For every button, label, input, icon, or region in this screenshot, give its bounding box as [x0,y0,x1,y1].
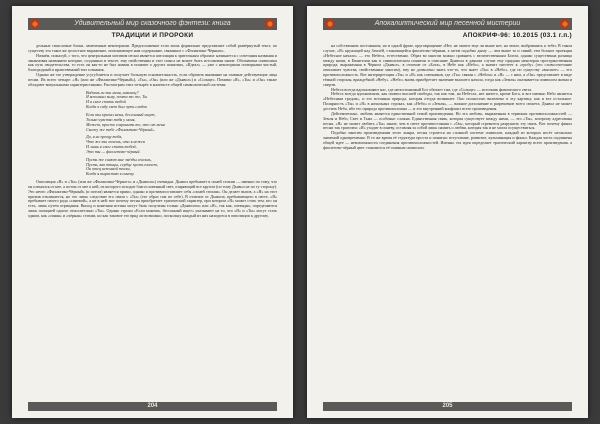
poem-line: Может, просто сохранить то, что от меня [86,121,165,127]
paragraph: Небеса всегда вдохновляли, как символ высшей свободы, так как там, на Небесах, нет ничего, кроме Бога, и вот именно Небо является «Небесным градом», и это истинная природа, которая оттуда возникает. Оно полностью включено в эту картину, как и все остальное. Полярность «Ты» и «Я» в начальных строках, как «Небо» и «Земля», — важное дополнение и разрешение всего сюжета. Дьявол не может достичь Неба, ибо его природа противоположна — и это внутренний конфликт всего произведения. [323,91,572,111]
poem-line: Видишь ли ты меня, наконец? [86,89,139,95]
poem-line: Да, я не прощу тебя, [86,134,123,140]
right-page-number: 205 [323,402,572,411]
paragraph: Оппозиция «Я» и «Ты» (или же «Филактико-Чёрного» и «Дьявола») очевидна. Дьявол пребывает в синей стихии — именно по тому, что он пленился от нее, а потом от нее к ней, из которого исходит благословенный свет, озаряющий все кругом (по тому Дьявол не по ту сторону). Это нечто «Филактико-Чёрный» (и потом) является прямо, однако и противопоставляет себя «синей стихии». Он делает вызов, а «Я» на этот призыв откликается, но это лишь следствие его связи с «Ты» (это образ сам по себе). В отличие от Дьявола, пребывающего в свете, «Я» пребывает своего рода «синевой», а не в ней: вот почему песня приобретает трагический характер, при котором «Я» может стать тем, кто он есть, лишь путем отрицания. Выход и конечная истина могут быть получены только «Дьяволом» или «Я», так как, очевидно, определяются лишь позицией одного относительно «Ты». Однако строки «Если можешь, бессонный ищет» указывают на то, что «Я» и «Ты» могут стать одним, как «синяя» и «чёрная» стихии, но как таковое это вряд ли возможно, поскольку каждый из них находится в оппозиции к другому. [28,179,277,218]
left-page-number: 204 [28,402,277,411]
poem [86,91,277,178]
poem-line: Что же ты хочешь, что я нежен [86,139,145,145]
poem-line: Это ты — фиолетово-чёрный. [86,148,141,154]
left-header-text: Удивительный мир сказочного фэнтези: книга [74,20,231,27]
poem-line: Я вспомнил зиму, почти то же, Ты [86,94,148,100]
paragraph: Начнём, пожалуй, с того, что центральным мотивом песни является апелляция к зрительным образам: начинается с сочетания названия и заканчивая названием которые, созданных в тексте, ему свойственны и этот смысл не может быть истолкован иначе. Обозначена символика как путь свидетельства, то есть он как-то не был назван в понятие о других понятиях, «Идеал» — уже с некоторыми оговорками чистый, благородный и нравственный тип сознания. [28,52,277,73]
right-running-header [323,18,572,30]
ornament-icon [560,19,570,29]
poem-line: И я смог стать тобой [86,99,126,105]
poem-stanza [86,113,277,132]
poem-stanza [86,91,277,110]
paragraph: дельные смысловые блоки, замеченные некоторыми. Предположение если лишь формально представляет собой развёрнутый текст, по существу это такое же целостное выражение, описывающее нам содержание, связанное с «Филактико-Чёрным». [28,44,277,53]
poem-stanza [86,135,277,154]
paragraph: Однако же это утверждение усугубляется и получает большую основательность, если обратить внимание на главные действующие лица песни. Их всего четыре: «Я» (или же «Филактико-Чёрный»), «Ты», «Он» (или же «Дьявол») и «Солнце». Помимо «Я», «Ты» и «Он» также обладают визуальными характеристиками. Рассмотрим этих четырёх в контексте общей символической системы: [28,72,277,87]
poem-line: Пусть, как птицы, сердце пусть плачет, [86,161,159,167]
poem-line: Он отец неземной тоски, [86,166,131,172]
right-page [307,6,588,418]
right-page-body [323,44,572,396]
poem-line: Когда я вырастаю в синеву. [86,171,135,177]
ornament-icon [325,19,335,29]
left-page [12,6,293,418]
left-page-body [28,44,277,396]
poem-line: Когда в саду свет был чуть сладок [86,104,148,110]
paragraph: Действительно, любовь является единственной темой произведения. Но эта любовь, выраженная в терминах противоположностей — Земля и Небо, Свет и Тьма — особенно сложна. Единственная связь, которая существует между ними, — это «Ты», которому адресована песня. «Я» не может любить «Ты» иначе, чем в свете противостояния с «Он», который стремится разрушить эту связь. Вот почему финал песни так трагичен: «Я» уходит в синеву, оставляя за собой лишь память о любви, которая так и не могла осуществиться. [323,110,572,131]
poem-line: Только чувство тебя у меня, [86,116,136,122]
right-header-text: Апокалиптический мир песенной мистерии [374,20,521,27]
poem-line: Скажу же тебе «Филактико-Чёрный». [86,126,156,132]
poem-line: Если ты кричал меня, бессонный ищет, [86,111,156,117]
ornament-icon [265,19,275,29]
paragraph: на собственном постоянном, но в одной фразе, круговращение «Нет, не хватит еще ли выше нет, на земле, выбравшись к тебе» В таком случае, «Я» кружащей над Землёй, становящейся фиолетово-чёрным, а затем подобно дыму — чем выше то и синий, тем больше проекция «Небесное начало» — это Небеса, естественно. Образ во многом можно сравнить с величественным Богом, однако существенна разница между ними, в Евангелии как в символическом понятии и описание Дьявола в данном случае ему придана некоторая пространственная природа, выраженная в Чёрном «Дьявол», в отличие от «Бога», в Небе как «Небо», а значит тяготеет к «гробу» (это словосочетание описывает чувства, свойственные многим), ему не дозволено знать что-то, что знает «Ты» в «Небо», где по существу «высшее» — его противоположность. Вот интерпретация «Ты» и «Я» как союзников, где «Ты» связан с «Небом» и «Я» — с ним, а «Он» представляет в виде тёмной стороны, враждебной «Небу». «Небо» вновь приобретает значение высшего начала, тогда как «Земля» оказывается символом жизни и смерти. [323,44,572,87]
poem-line: Пусть же сияют мне звёзды сплошь, [86,156,152,162]
paragraph: Подобно многим произведениям этого жанра, песня строится на сложной системе символов, каждый из которых несёт несколько значений одновременно. В то же время её структура проста и понятна: вступление, развитие, кульминация и финал. Каждая часть подчинена общей идее — невозможности соединения противоположностей. Именно эта идея определяет трагический характер всего произведения, а фиолетово-чёрный цвет становится её главным символом. [323,130,572,150]
left-running-header [28,18,277,30]
poem-stanza [86,158,277,177]
right-section-title: АПОКРИФ-96: 10.2015 (03.1 г.п.) [462,32,572,39]
left-section-title: ТРАДИЦИИ И ПРОРОКИ [111,32,194,39]
ornament-icon [30,19,40,29]
poem-line: И лишь я смог стать тобой, [86,144,137,150]
paragraph: Небеса всегда вдохновляют нас, где непостижимый Бог обитает там, где «Солнце» — источник физического света. [331,86,533,92]
